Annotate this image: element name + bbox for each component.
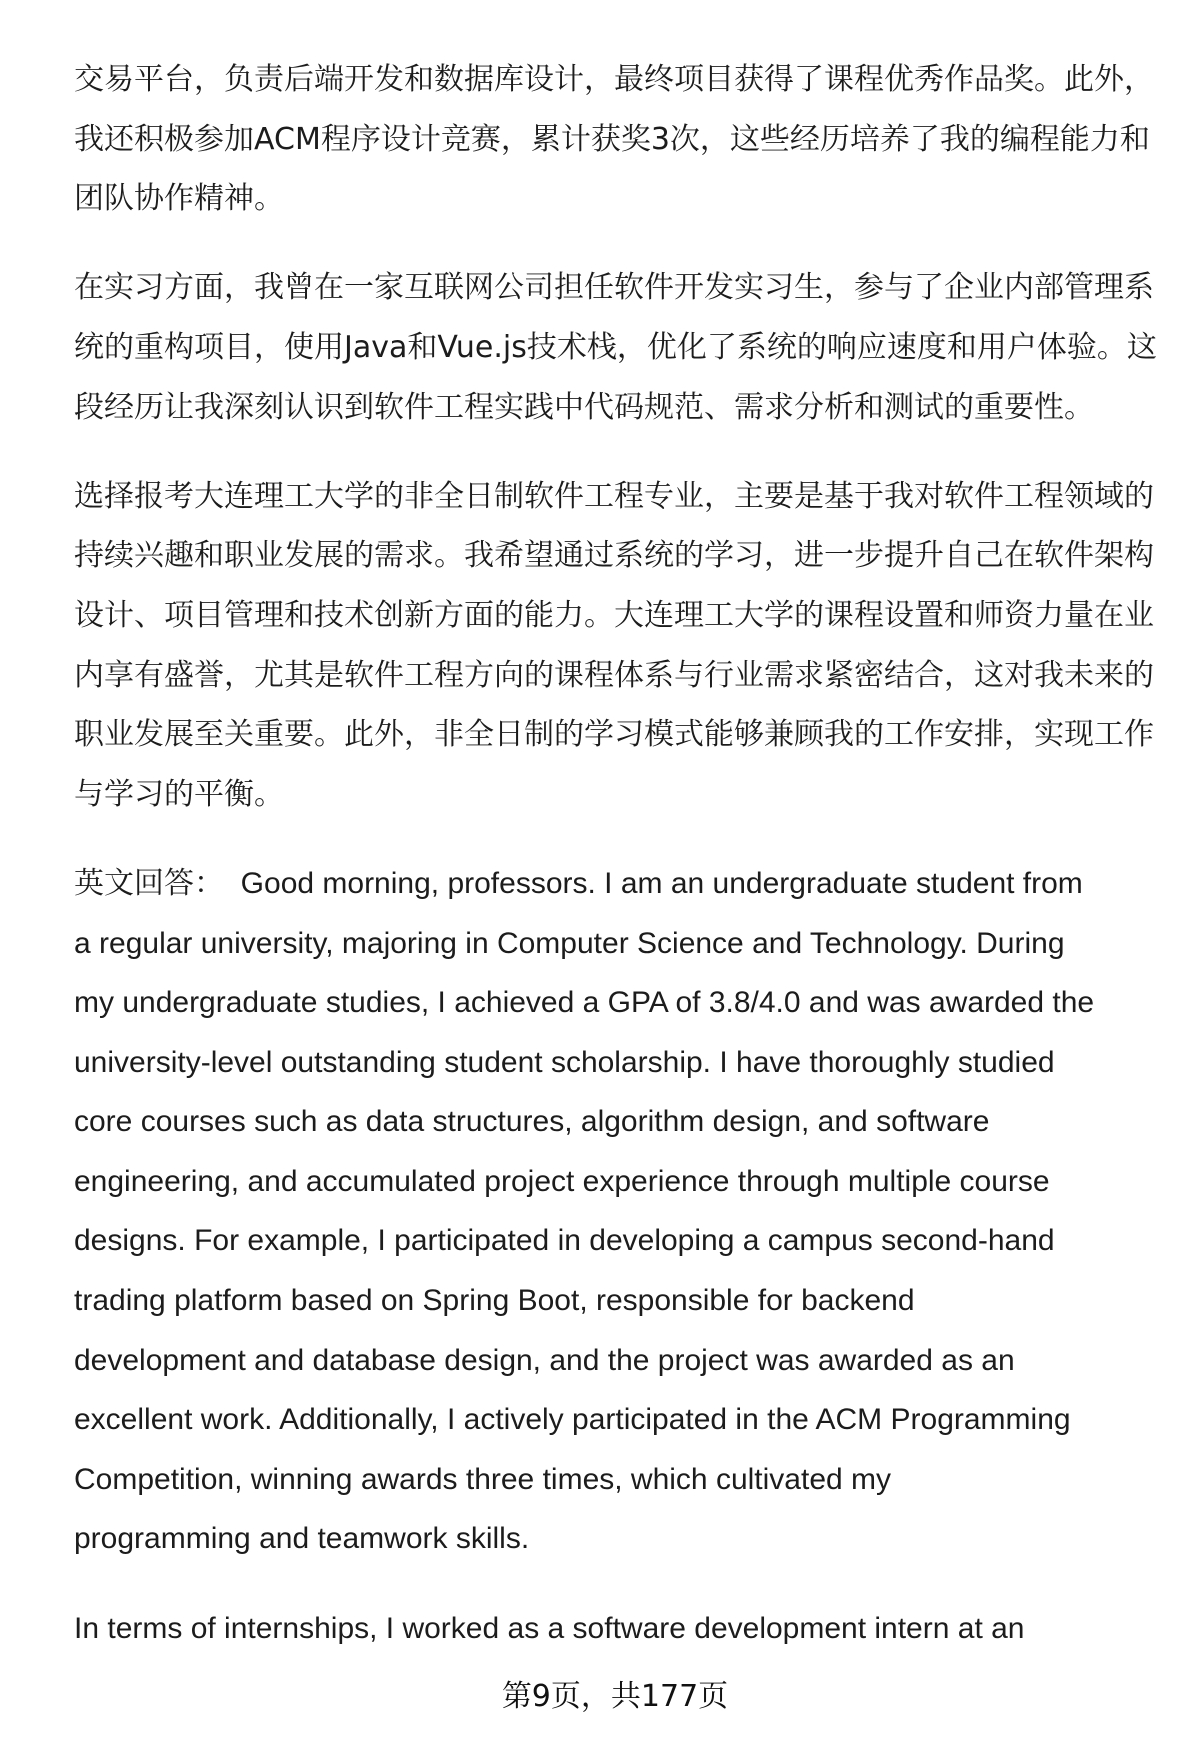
text-line: 设计、项目管理和技术创新方面的能力。大连理工大学的课程设置和师资力量在业 [74,597,1154,633]
document-body [74,50,1166,1658]
paragraph-english-internship [74,1599,1166,1659]
text-line: 段经历让我深刻认识到软件工程实践中代码规范、需求分析和测试的重要性。 [74,389,1094,425]
page-number-footer: 第9页，共177页 [501,1679,729,1714]
text-line: programming and teamwork skills. [74,1522,530,1556]
text-line: 在实习方面，我曾在一家互联网公司担任软件开发实习生，参与了企业内部管理系 [74,270,1154,306]
paragraph-motivation [74,467,1166,825]
text-line: development and database design, and the project was awarded as an [74,1343,1015,1377]
paragraph-project-experience [74,50,1166,229]
text-line: 我还积极参加ACM程序设计竞赛，累计获奖3次，这些经历培养了我的编程能力和 [74,121,1150,157]
text-line: excellent work. Additionally, I actively participated in the ACM Programming [74,1403,1071,1437]
paragraph-internship [74,258,1166,437]
text-line: 团队协作精神。 [74,181,284,217]
text-line: 内享有盛誉，尤其是软件工程方向的课程体系与行业需求紧密结合，这对我未来的 [74,657,1154,693]
text-line: trading platform based on Spring Boot, responsible for backend [74,1284,915,1318]
text-line: In terms of internships, I worked as a software development intern at an [74,1611,1025,1645]
text-line: 与学习的平衡。 [74,776,284,812]
text-line: university-level outstanding student scholarship. I have thoroughly studied [74,1045,1055,1079]
text-line: 职业发展至关重要。此外，非全日制的学习模式能够兼顾我的工作安排，实现工作 [74,717,1154,753]
text-line: 统的重构项目，使用Java和Vue.js技术栈，优化了系统的响应速度和用户体验。这 [74,329,1157,365]
text-line: Competition, winning awards three times, which cultivated my [74,1462,892,1496]
text-line: 选择报考大连理工大学的非全日制软件工程专业，主要是基于我对软件工程领域的 [74,478,1154,514]
text-line: 交易平台，负责后端开发和数据库设计，最终项目获得了课程优秀作品奖。此外， [74,62,1154,97]
text-line: 英文回答： Good morning, professors. I am an undergraduate student from [74,866,1083,900]
text-line: 持续兴趣和职业发展的需求。我希望通过系统的学习，进一步提升自己在软件架构 [74,538,1154,574]
text-line: designs. For example, I participated in developing a campus second-hand [74,1224,1055,1258]
text-line: engineering, and accumulated project experience through multiple course [74,1164,1050,1198]
text-line: a regular university, majoring in Computer Science and Technology. During [74,926,1065,960]
text-line: my undergraduate studies, I achieved a GPA of 3.8/4.0 and was awarded the [74,986,1095,1020]
text-line: core courses such as data structures, algorithm design, and software [74,1105,990,1139]
paragraph-english-answer [74,854,1166,1569]
